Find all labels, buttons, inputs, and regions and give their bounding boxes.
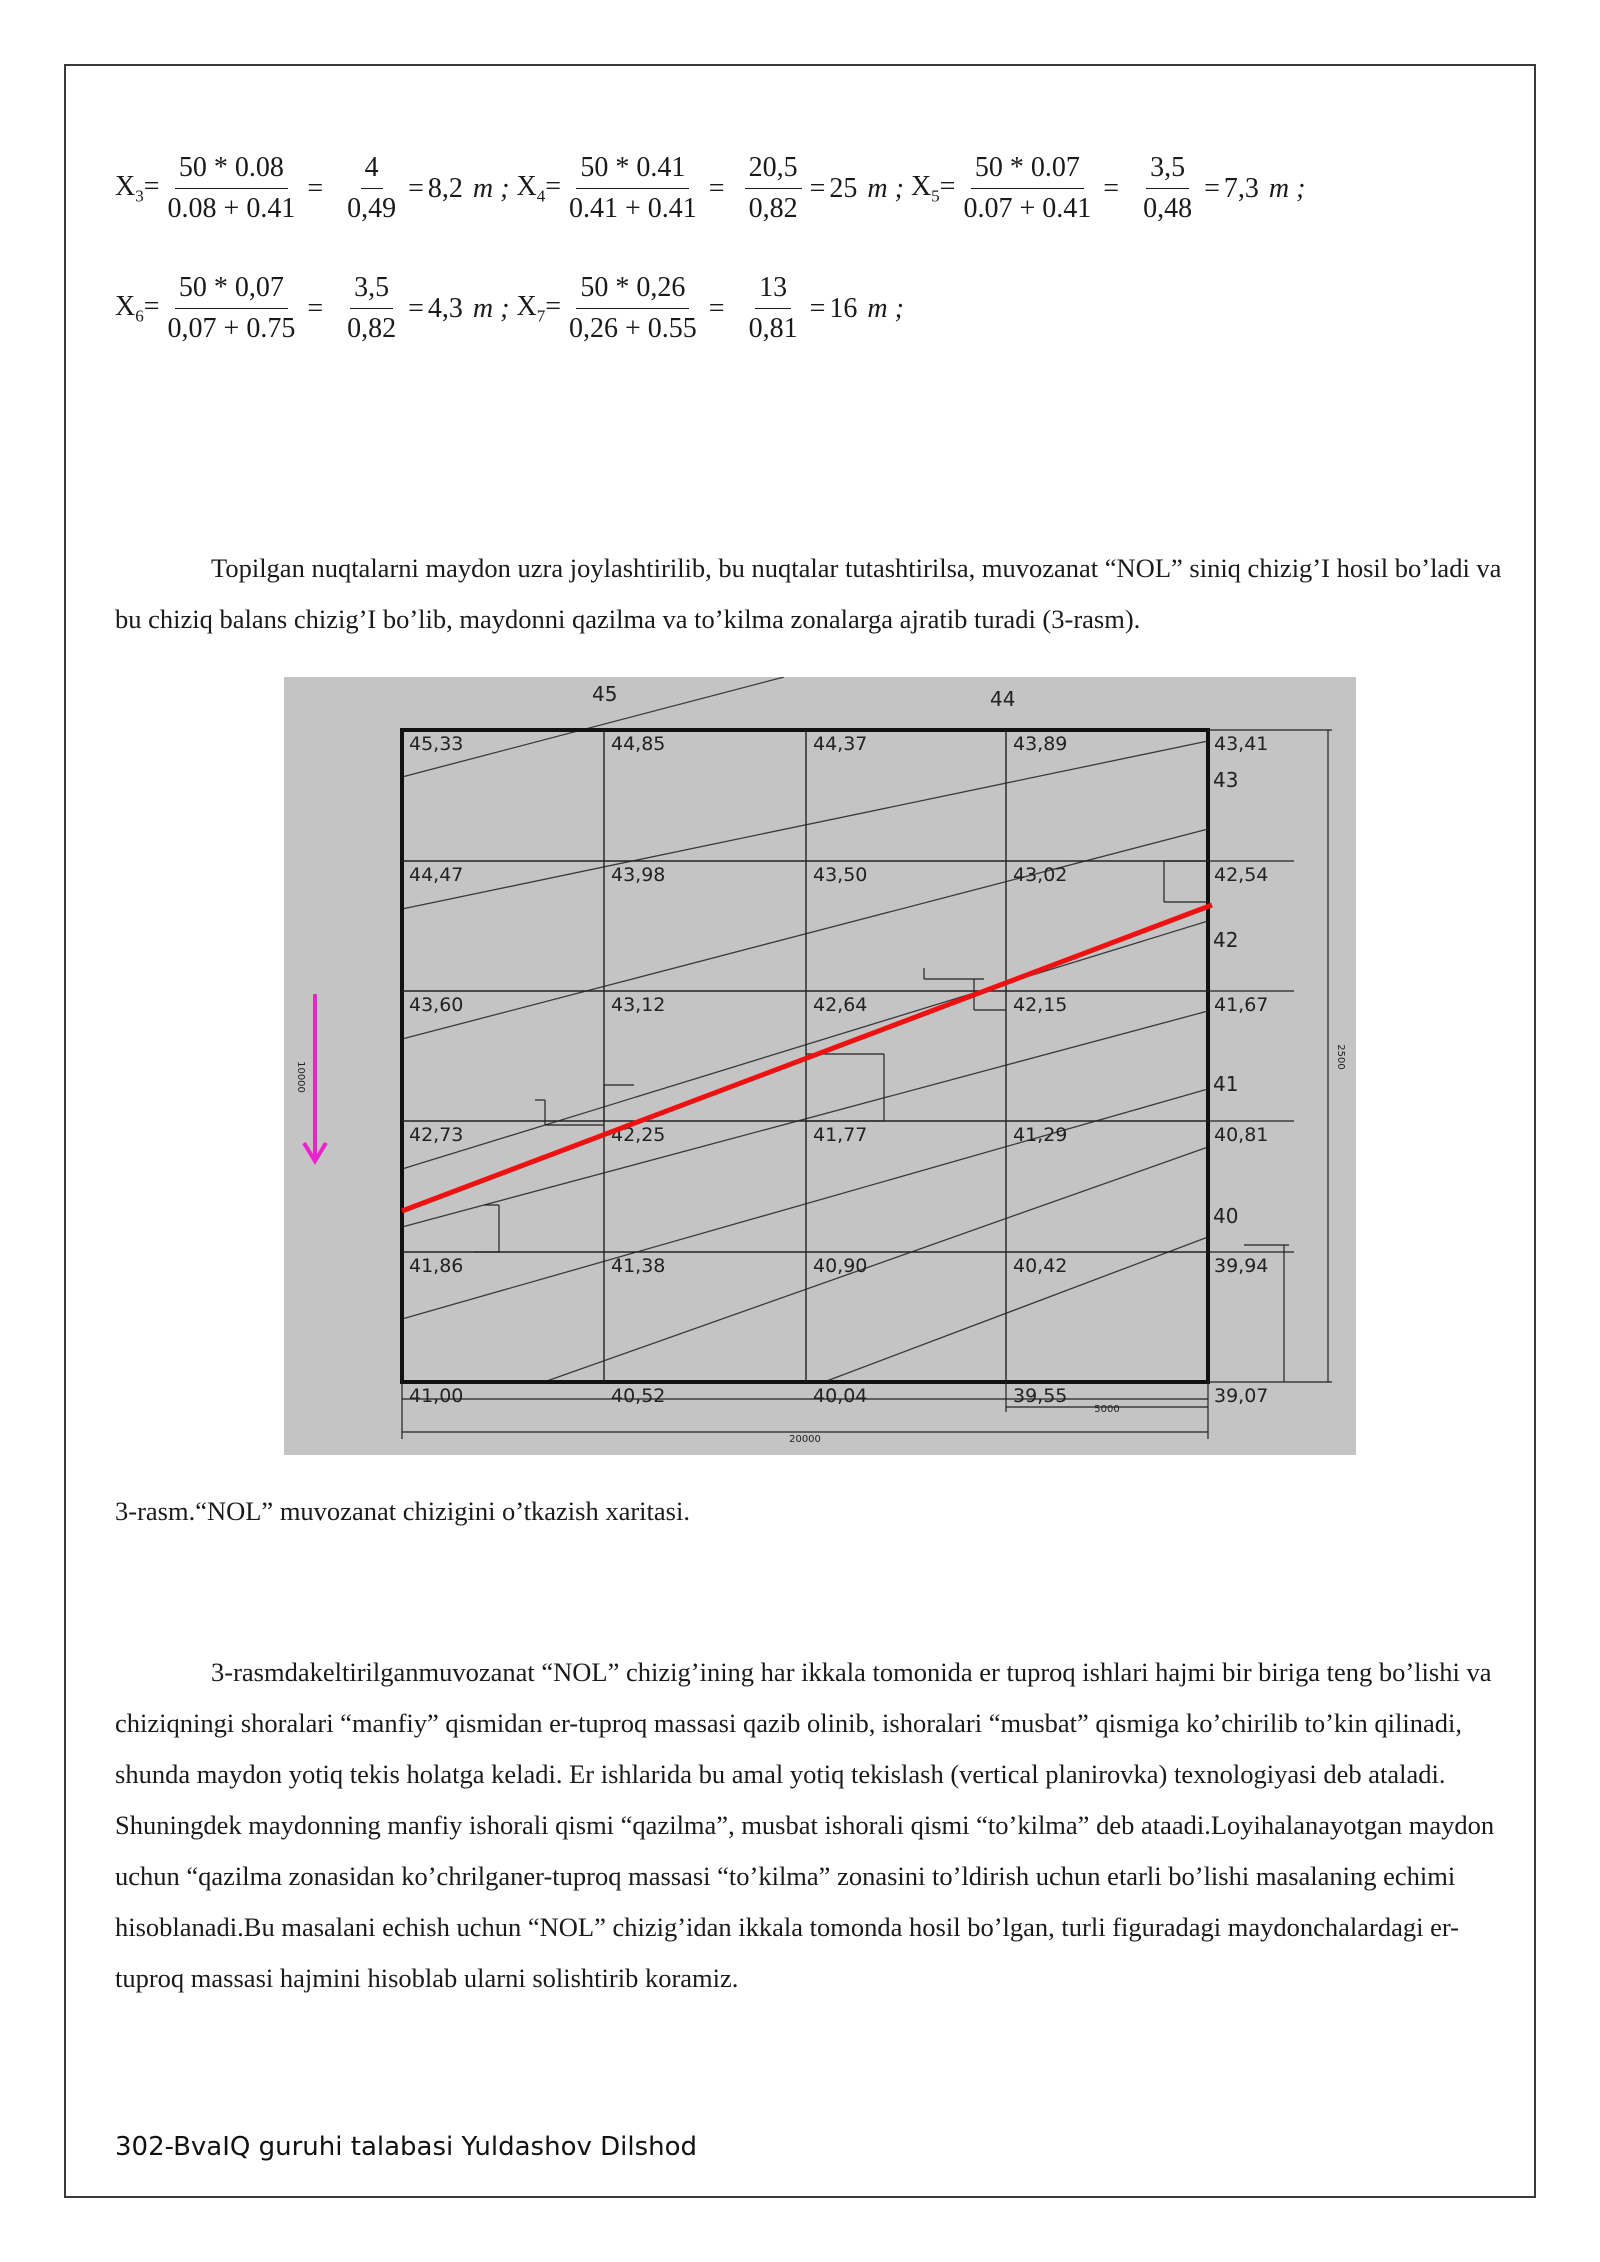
formula-label: $X_7=$ — [516, 290, 561, 326]
formula-label: $X_6=$ — [115, 290, 160, 326]
grid-elevation-value: 42,15 — [1013, 994, 1068, 1016]
fraction: $\frac{4}{0,49}$ — [347, 152, 397, 224]
formula-label: $X_5=$ — [910, 170, 956, 206]
contour-line — [402, 741, 1208, 909]
dimension-label-right: 2500 — [1335, 1044, 1346, 1070]
formula-unit: m ; — [472, 172, 510, 204]
formula-x7: $X_7=$ $\frac{50 * 0,26}{0,26 + 0.55}$ = $\frac{13}{0,81}$ = 16 m ; — [516, 270, 903, 347]
fraction: $\frac{50 * 0.41}{0.41 + 0.41}$ — [569, 152, 697, 224]
grid-elevation-value: 41,00 — [409, 1385, 464, 1407]
grid-elevation-value: 45,33 — [409, 733, 464, 755]
formula-label: $X_4=$ — [516, 170, 561, 206]
footer-author: 302-BvaIQ guruhi talabasi Yuldashov Dilshod — [115, 2132, 698, 2162]
grid-elevation-value: 42,54 — [1214, 864, 1269, 886]
dimension-label-bottom: 20000 — [789, 1434, 821, 1445]
grid-elevation-value: 39,94 — [1214, 1255, 1269, 1277]
formula-unit: m ; — [867, 292, 904, 324]
fraction: $\frac{13}{0,81}$ — [748, 272, 798, 344]
grid-elevation-value: 41,77 — [813, 1124, 868, 1146]
grid-elevation-value: 42,25 — [611, 1124, 666, 1146]
grid-elevation-value: 43,89 — [1013, 733, 1068, 755]
grid-elevation-value: 41,67 — [1214, 994, 1269, 1016]
direction-arrow — [304, 994, 326, 1161]
formula-label: $X_3=$ — [115, 170, 160, 206]
formula-x4: $X_4=$ $\frac{50 * 0.41}{0.41 + 0.41}$ = $\frac{20,5}{0,82}$ = 25 m ; — [516, 150, 903, 227]
grid-elevation-value: 42,64 — [813, 994, 868, 1016]
formula-row-1 — [115, 150, 1305, 227]
grid-elevation-value: 43,41 — [1214, 733, 1269, 755]
contour-value-top: 45 — [592, 682, 618, 706]
fraction: $\frac{20,5}{0,82}$ — [745, 150, 802, 227]
formula-result: 8,2 — [427, 172, 463, 204]
zero-balance-line — [402, 905, 1212, 1211]
fraction: $\frac{50 * 0,07}{0,07 + 0.75}$ — [167, 272, 296, 344]
grid-elevation-value: 44,37 — [813, 733, 868, 755]
contour-value-right: 42 — [1213, 928, 1239, 952]
dimension-label-cell: 5000 — [1094, 1404, 1120, 1415]
contour-value-right: 41 — [1213, 1072, 1239, 1096]
grid-elevation-value: 40,42 — [1013, 1255, 1068, 1277]
balance-line-map-figure — [284, 677, 1356, 1455]
grid-elevation-value: 40,52 — [611, 1385, 666, 1407]
grid-elevation-value: 39,07 — [1214, 1385, 1269, 1407]
grid-elevation-value: 39,55 — [1013, 1385, 1068, 1407]
formula-unit: m ; — [867, 172, 904, 204]
contour-value-right: 43 — [1213, 768, 1239, 792]
formula-result: 16 — [829, 292, 858, 324]
paragraph-explanation-text: 3-rasmdakeltirilganmuvozanat “NOL” chizig’ining har ikkala tomonida er tuproq ishlari hajmi bir biriga teng bo’lishi va chiziqningi shoralari “manfiy” qismidan er-tuproq massasi qazib olinib, ishoralari “musbat” qismiga ko’chirilib to’kin qilinadi, shunda maydon yotiq tekis holatga keladi. Er ishlarida bu amal yotiq tekislash (vertical planirovka) texnologiyasi deb ataladi. Shuningdek maydonning manfiy ishorali qismi “qazilma”, musbat ishorali qismi “to’kilma” deb ataadi.Loyihalanayotgan maydon uchun “qazilma zonasidan ko’chrilganer-tuproq massasi “to’kilma” zonasini to’ldirish uchun etarli bo’lishi masalaning echimi hisoblanadi.Bu masalani echish uchun “NOL” chizig’idan ikkala tomonda hosil bo’lgan, turli figuradagi maydonchalardagi er-tuproq massasi hajmini hisoblab ularni solishtirib koramiz. — [115, 1657, 1495, 1993]
grid-elevation-value: 43,98 — [611, 864, 666, 886]
fraction: $\frac{50 * 0.08}{0.08 + 0.41}$ — [167, 152, 296, 224]
grid-elevation-value: 41,86 — [409, 1255, 464, 1277]
formula-result: 25 — [829, 172, 858, 204]
grid-elevation-value: 43,60 — [409, 994, 464, 1016]
contour-line — [402, 1089, 1208, 1319]
formula-row-2 — [115, 270, 904, 347]
formula-x5: $X_5=$ $\frac{50 * 0.07}{0.07 + 0.41}$ = $\frac{3,5}{0,48}$ = 7,3 m ; — [911, 150, 1305, 227]
grid-elevation-value: 43,12 — [611, 994, 666, 1016]
fraction: $\frac{3,5}{0,82}$ — [347, 272, 397, 344]
figure-caption: 3-rasm.“NOL” muvozanat chizigini o’tkazish xaritasi. — [115, 1496, 690, 1526]
paragraph-intro — [115, 543, 1523, 645]
fraction: $\frac{3,5}{0,48}$ — [1143, 152, 1193, 224]
formula-result: 7,3 — [1223, 172, 1259, 204]
fraction: $\frac{50 * 0.07}{0.07 + 0.41}$ — [963, 152, 1092, 224]
grid-elevation-value: 43,02 — [1013, 864, 1068, 886]
fraction: $\frac{50 * 0,26}{0,26 + 0.55}$ — [569, 272, 697, 344]
grid-elevation-value: 41,38 — [611, 1255, 666, 1277]
formula-x6: $X_6=$ $\frac{50 * 0,07}{0,07 + 0.75}$ = $\frac{3,5}{0,82}$ = 4,3 m ; — [115, 270, 509, 347]
grid-elevation-value: 42,73 — [409, 1124, 464, 1146]
contour-line — [402, 1011, 1208, 1227]
grid-elevation-value: 41,29 — [1013, 1124, 1068, 1146]
formula-result: 4,3 — [427, 292, 463, 324]
grid-elevation-value: 40,81 — [1214, 1124, 1269, 1146]
map-svg — [284, 677, 1356, 1455]
dimension-label-left: 10000 — [295, 1061, 306, 1093]
contour-value-right: 40 — [1213, 1204, 1239, 1228]
formula-unit: m ; — [1268, 172, 1306, 204]
grid-elevation-value: 44,85 — [611, 733, 666, 755]
grid-elevation-value: 40,04 — [813, 1385, 868, 1407]
paragraph-explanation — [115, 1647, 1523, 2004]
formula-x3: $X_3=$ $\frac{50 * 0.08}{0.08 + 0.41}$ = $\frac{4}{0,49}$ = 8,2 m ; — [115, 150, 509, 227]
contour-line — [402, 921, 1208, 1169]
formula-unit: m ; — [472, 292, 510, 324]
grid-elevation-value: 40,90 — [813, 1255, 868, 1277]
grid-elevation-value: 43,50 — [813, 864, 868, 886]
paragraph-intro-text: Topilgan nuqtalarni maydon uzra joylashtirilib, bu nuqtalar tutashtirilsa, muvozanat “NOL” siniq chizig’I hosil bo’ladi va bu chiziq balans chizig’I bo’lib, maydonni qazilma va to’kilma zonalarga ajratib turadi (3-rasm). — [115, 553, 1502, 634]
grid-elevation-value: 44,47 — [409, 864, 464, 886]
contour-value-top: 44 — [990, 687, 1016, 711]
